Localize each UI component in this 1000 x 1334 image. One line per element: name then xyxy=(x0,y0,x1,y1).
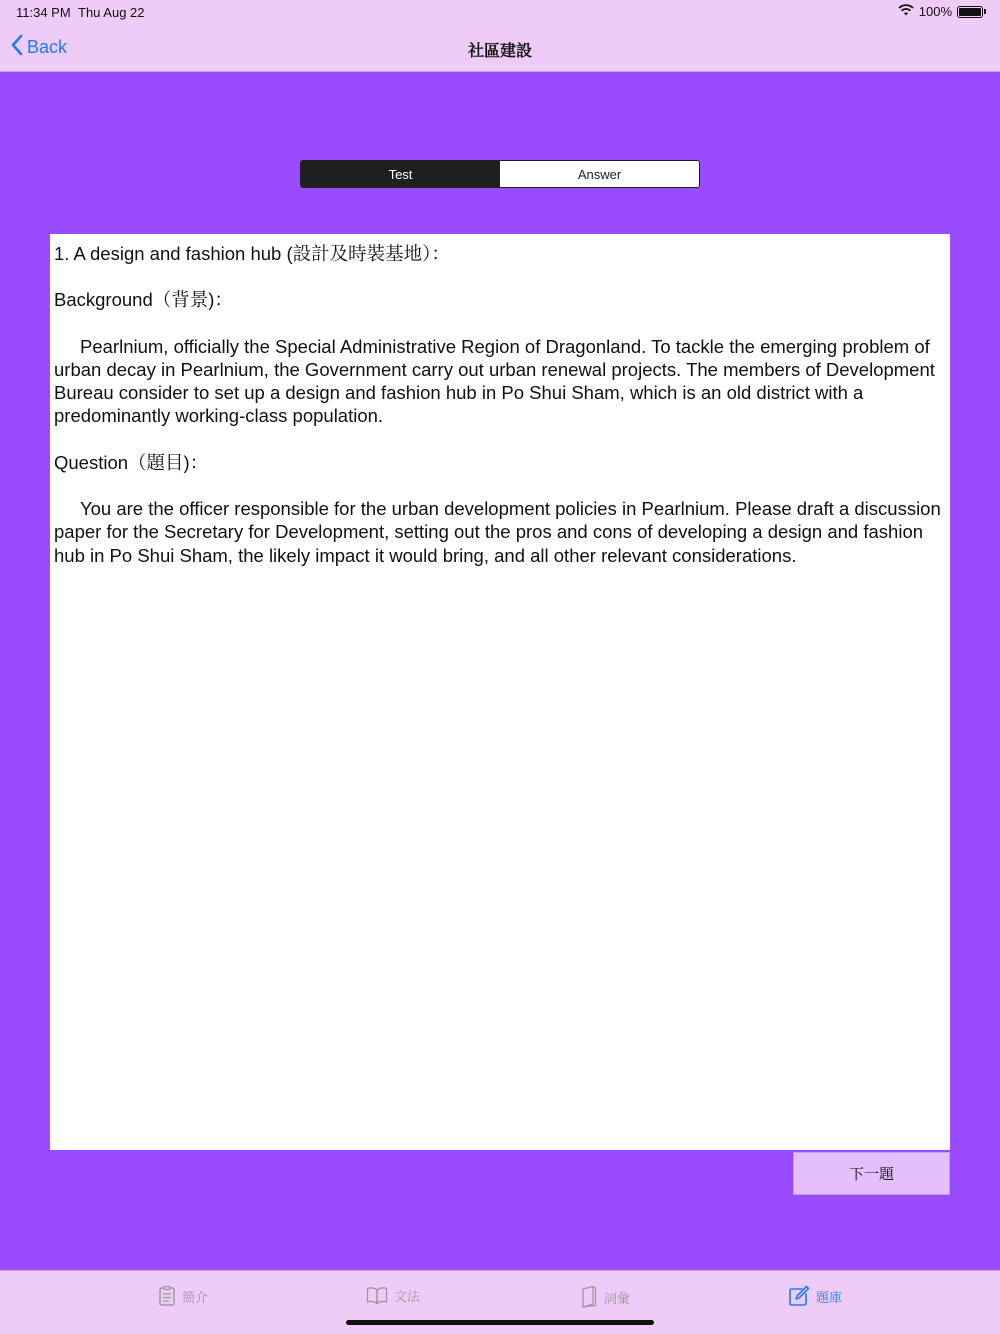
battery-percent: 100% xyxy=(918,4,952,19)
question-text-view[interactable] xyxy=(50,234,950,1150)
edit-icon xyxy=(788,1285,810,1307)
question-text: You are the officer responsible for the urban development policies in Pearlnium. Please draft a discussion paper for the Secretary for Development, setting out the pros and cons of developing a design and fashion hub in Po Shui Sham, the likely impact it would bring, and all other relevant considerations. xyxy=(54,498,941,566)
tab-vocabulary[interactable] xyxy=(580,1285,630,1309)
status-bar xyxy=(0,0,1000,24)
background-label: Background（背景)： xyxy=(54,289,233,311)
test-answer-segmented-control xyxy=(300,160,700,188)
question-heading: 1. A design and fashion hub (設計及時裝基地）： xyxy=(54,243,450,264)
page-title: 社區建設 xyxy=(467,43,532,60)
battery-icon xyxy=(957,6,983,18)
background-text: Pearlnium, officially the Special Administrative Region of Dragonland. To tackle the emerging problem of urban decay in Pearlnium, the Government carry out urban renewal projects. The members of Development Bureau consider to set up a design and fashion hub in Po Shui Sham, which is an old district with a predominantly working-class population. xyxy=(54,335,935,427)
tab-intro[interactable] xyxy=(158,1285,208,1307)
tab-grammar-label: 文法 xyxy=(394,1288,421,1304)
status-time: 11:34 PM xyxy=(16,5,71,20)
status-right xyxy=(898,4,986,19)
open-book-icon xyxy=(366,1285,388,1305)
back-label: Back xyxy=(27,37,68,57)
tab-intro-label: 簡介 xyxy=(182,1289,209,1305)
segment-answer[interactable]: Answer xyxy=(500,161,699,187)
tab-vocabulary-label: 詞彙 xyxy=(604,1290,631,1306)
book-icon xyxy=(580,1285,598,1309)
next-question-button[interactable]: 下一題 xyxy=(793,1152,950,1195)
tab-question-bank-label: 題庫 xyxy=(816,1289,843,1305)
question-label: Question（題目)： xyxy=(54,451,209,473)
home-indicator[interactable] xyxy=(346,1320,654,1325)
status-date: Thu Aug 22 xyxy=(78,5,145,20)
navigation-bar xyxy=(0,24,1000,72)
segment-test[interactable]: Test xyxy=(301,161,500,187)
clipboard-icon xyxy=(158,1285,176,1307)
wifi-icon xyxy=(898,4,914,19)
tab-question-bank[interactable] xyxy=(788,1285,842,1307)
tab-grammar[interactable] xyxy=(366,1285,420,1305)
